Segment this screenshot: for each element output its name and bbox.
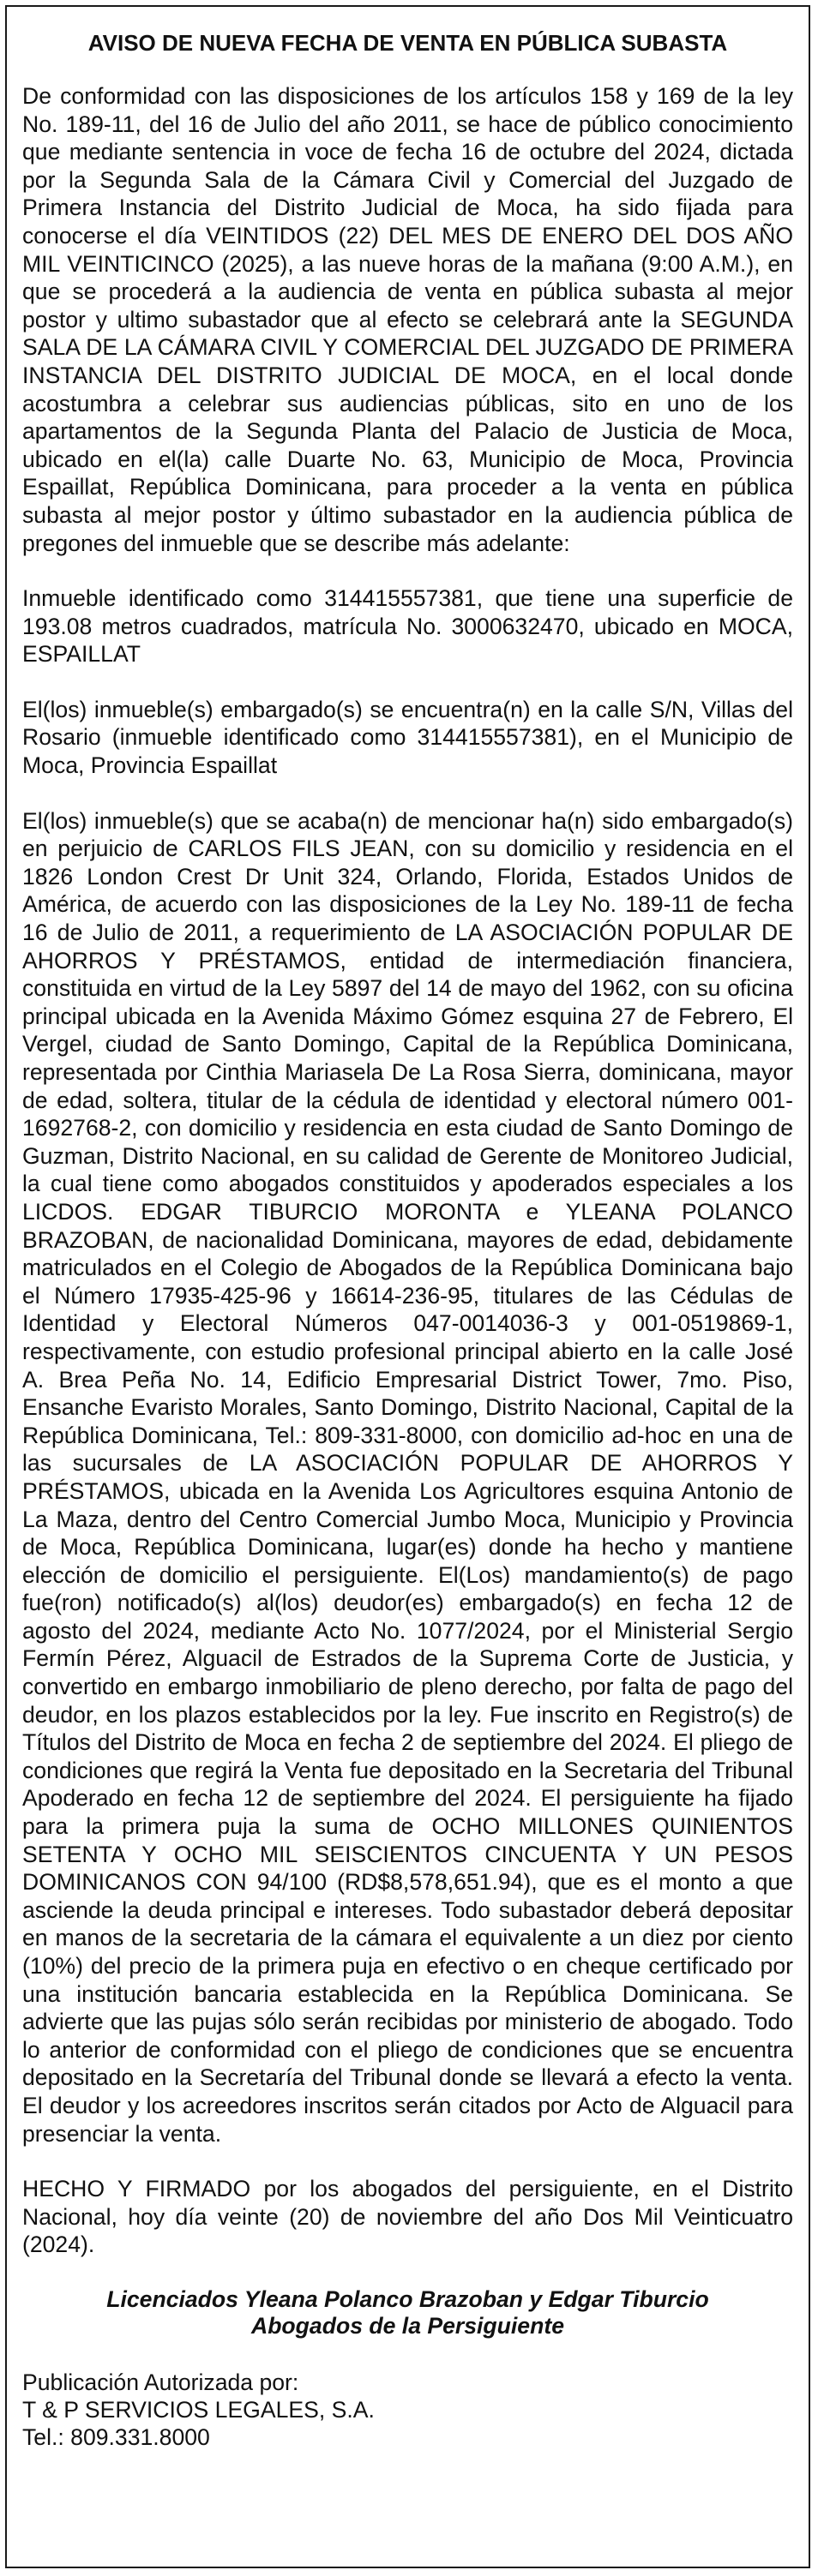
publication-label: Publicación Autorizada por:: [22, 2369, 299, 2395]
legal-notice: [5, 5, 810, 2568]
paragraph-signed: HECHO Y FIRMADO por los abogados del persiguiente, en el Distrito Nacional, hoy día veinte (20) de noviembre del año Dos Mil Veinticuatro (2024).: [22, 2176, 793, 2258]
signature-role: Abogados de la Persiguiente: [250, 2312, 564, 2339]
signature-block: [22, 2286, 793, 2339]
publication-block: [22, 2369, 793, 2451]
notice-title: AVISO DE NUEVA FECHA DE VENTA EN PÚBLICA SUBASTA: [87, 30, 728, 56]
paragraph-property-id: Inmueble identificado como 314415557381, que tiene una superficie de 193.08 metros cuadrados, matrícula No. 3000632470, ubicado en MOCA, ESPAILLAT: [22, 585, 793, 668]
publication-phone: Tel.: 809.331.8000: [22, 2423, 210, 2450]
paragraph-seizure-details: El(los) inmueble(s) que se acaba(n) de mencionar ha(n) sido embargado(s) en perjuicio de CARLOS FILS JEAN, con su domicilio y residencia en el 1826 London Crest Dr Unit 324, Orlando, Florida, Estados Unidos de América, de acuerdo con las disposiciones de la Ley No. 189-11 de fecha 16 de Julio de 2011, a requerimiento de LA ASOCIACIÓN POPULAR DE AHORROS Y PRÉSTAMOS, entidad de intermediación financiera, constituida en virtud de la Ley 5897 del 14 de mayo del 1962, con su oficina principal ubicada en la Avenida Máximo Gómez esquina 27 de Febrero, El Vergel, ciudad de Santo Domingo, Capital de la República Dominicana, representada por Cinthia Mariasela De La Rosa Sierra, dominicana, mayor de edad, soltera, titular de la cédula de identidad y electoral número 001-1692768-2, con domicilio y residencia en esta ciudad de Santo Domingo de Guzman, Distrito Nacional, en su calidad de Gerente de Monitoreo Judicial, la cual tiene como abogados constituidos y apoderados especiales a los LICDOS. EDGAR TIBURCIO MORONTA e YLEANA POLANCO BRAZOBAN, de nacionalidad Dominicana, mayores de edad, debidamente matriculados en el Colegio de Abogados de la República Dominicana bajo el Número 17935-425-96 y 16614-236-95, titulares de las Cédulas de Identidad y Electoral Números 047-0014036-3 y 001-0519869-1, respectivamente, con estudio profesional principal abierto en la calle José A. Brea Peña No. 14, Edificio Empresarial District Tower, 7mo. Piso, Ensanche Evaristo Morales, Santo Domingo, Distrito Nacional, Capital de la República Dominicana, Tel.: 809-331-8000, con domicilio ad-hoc en una de las sucursales de LA ASOCIACIÓN POPULAR DE AHORROS Y PRÉSTAMOS, ubicada en la Avenida Los Agricultores esquina Antonio de La Maza, dentro del Centro Comercial Jumbo Moca, Municipio y Provincia de Moca, República Dominicana, lugar(es) donde ha hecho y mantiene elección de domicilio el persiguiente. El(Los) mandamiento(s) de pago fue(ron) notificado(s) al(los) deudor(es) embargado(s) en fecha 12 de agosto del 2024, mediante Acto No. 1077/2024, por el Ministerial Sergio Fermín Pérez, Alguacil de Estrados de la Suprema Corte de Justicia, y convertido en embargo inmobiliario de pleno derecho, por falta de pago del deudor, en los plazos establecidos por la ley. Fue inscrito en Registro(s) de Títulos del Distrito de Moca en fecha 2 de septiembre del 2024. El pliego de condiciones que regirá la Venta fue depositado en la Secretaria del Tribunal Apoderado en fecha 12 de septiembre del 2024. El persiguiente ha fijado para la primera puja la suma de OCHO MILLONES QUINIENTOS SETENTA Y OCHO MIL SEISCIENTOS CINCUENTA Y UN PESOS DOMINICANOS CON 94/100 (RD$8,578,651.94), que es el monto a que asciende la deuda principal e intereses. Todo subastador deberá depositar en manos de la secretaria de la cámara el equivalente a un diez por ciento (10%) del precio de la primera puja en efectivo o en cheque certificado por una institución bancaria establecida en la República Dominicana. Se advierte que las pujas sólo serán recibidas por ministerio de abogado. Todo lo anterior de conformidad con el pliego de condiciones que se encuentra depositado en la Secretaría del Tribunal donde se llevará a efecto la venta. El deudor y los acreedores inscritos serán citados por Acto de Alguacil para presenciar la venta.: [22, 807, 793, 2147]
paragraph-property-location: El(los) inmueble(s) embargado(s) se encuentra(n) en la calle S/N, Villas del Rosario (inmueble identificado como 314415557381), en el Municipio de Moca, Provincia Espaillat: [22, 696, 793, 779]
paragraph-auction-date: De conformidad con las disposiciones de los artículos 158 y 169 de la ley No. 189-11, del 16 de Julio del año 2011, se hace de público conocimiento que mediante sentencia in voce de fecha 16 de octubre del 2024, dictada por la Segunda Sala de la Cámara Civil y Comercial del Juzgado de Primera Instancia del Distrito Judicial de Moca, ha sido fijada para conocerse el día VEINTIDOS (22) DEL MES DE ENERO DEL DOS AÑO MIL VEINTICINCO (2025), a las nueve horas de la mañana (9:00 A.M.), en que se procederá a la audiencia de venta en pública subasta al mejor postor y ultimo subastador que al efecto se celebrará ante la SEGUNDA SALA DE LA CÁMARA CIVIL Y COMERCIAL DEL JUZGADO DE PRIMERA INSTANCIA DEL DISTRITO JUDICIAL DE MOCA, en el local donde acostumbra a celebrar sus audiencias públicas, sito en uno de los apartamentos de la Segunda Planta del Palacio de Justicia de Moca, ubicado en el(la) calle Duarte No. 63, Municipio de Moca, Provincia Espaillat, República Dominicana, para proceder a la venta en pública subasta al mejor postor y último subastador en la audiencia pública de pregones del inmueble que se describe más adelante:: [22, 83, 793, 556]
signature-lawyers: Licenciados Yleana Polanco Brazoban y Edgar Tiburcio: [106, 2285, 709, 2312]
publication-company: T & P SERVICIOS LEGALES, S.A.: [22, 2396, 375, 2423]
